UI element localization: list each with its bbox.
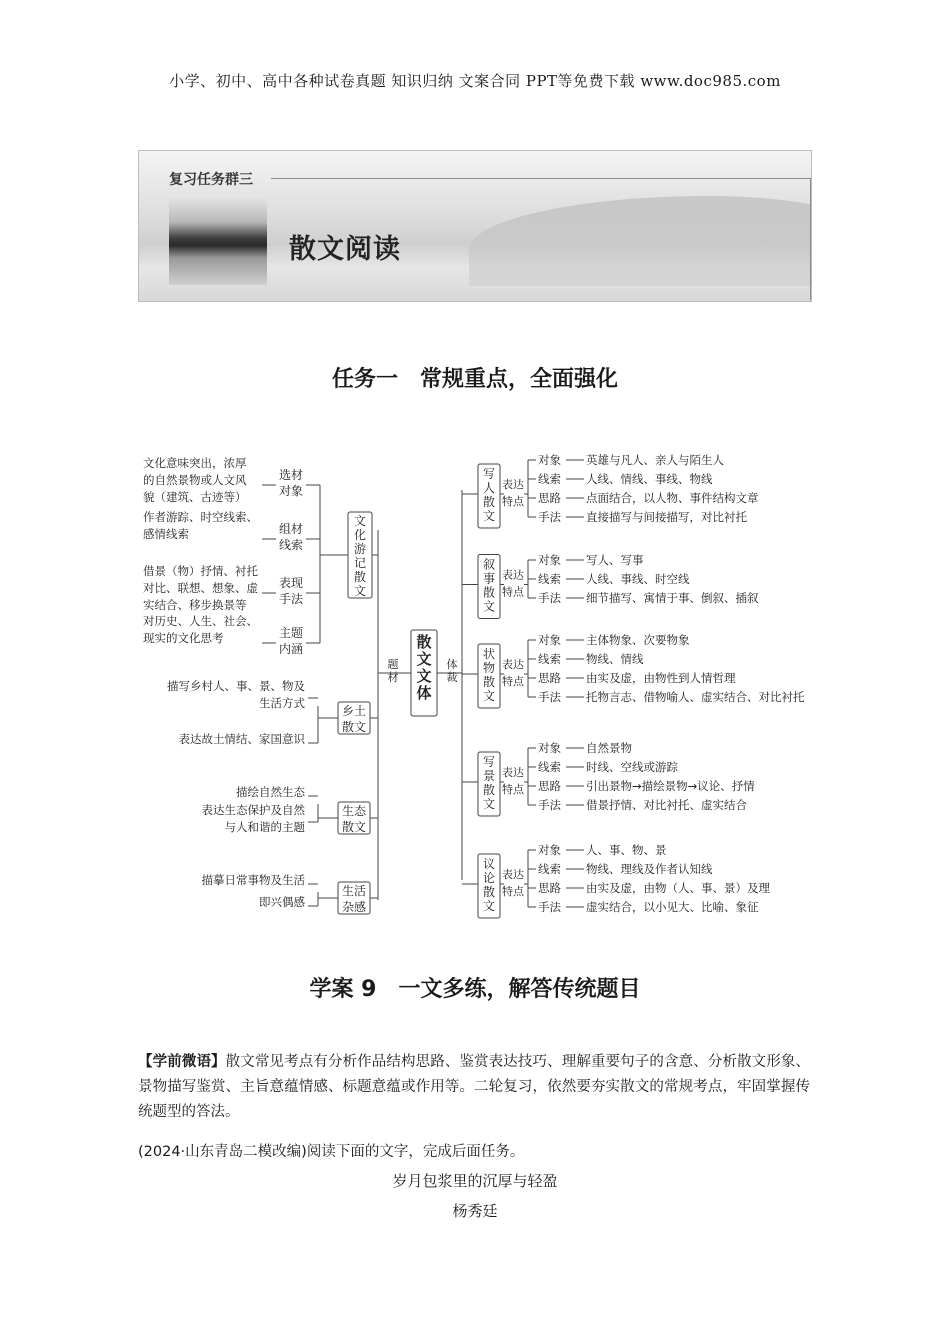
group-cultural-travel-char: 文 [353, 514, 367, 528]
intro-paragraph [138, 1050, 810, 1125]
page-header: 小学、初中、高中各种试卷真题 知识归纳 文案合同 PPT等免费下载 www.doc985.com [169, 72, 781, 90]
genre-row-value: 借景抒情、对比衬托、虚实结合 [586, 798, 747, 812]
left-item-desc: 描写乡村人、事、景、物及 [167, 679, 305, 693]
group-cultural-travel-char: 化 [353, 528, 367, 542]
feature-label-0: 表达 [502, 478, 524, 491]
feature-label-4: 表达 [502, 868, 524, 881]
intro-label: 【学前微语】 [138, 1054, 226, 1070]
task-title: 任务一 常规重点，全面强化 [331, 367, 618, 392]
group-cultural-travel-char: 游 [353, 542, 367, 556]
banner-lake-thumbnail [169, 195, 267, 285]
left-axis-label-char: 题 [387, 658, 399, 671]
left-item-desc: 生活方式 [259, 696, 305, 710]
genre-name-4-char: 论 [482, 871, 496, 885]
genre-row-key: 线索 [538, 862, 561, 876]
genre-row-key: 对象 [538, 843, 561, 857]
genre-row-key: 线索 [538, 760, 561, 774]
genre-row-key: 思路 [538, 881, 561, 895]
genre-name-1-char: 叙 [482, 557, 496, 572]
left-item-desc: 的自然景物或人文风 [143, 473, 247, 487]
genre-row-key: 思路 [538, 491, 561, 505]
genre-name-1-char: 事 [482, 571, 496, 586]
left-item-desc: 借景（物）抒情、衬托 [143, 564, 258, 578]
genre-row-value: 引出景物→描绘景物→议论、抒情 [586, 779, 755, 793]
banner-subtitle: 复习任务群三 [169, 172, 253, 188]
genre-name-2-char: 状 [482, 647, 496, 661]
genre-row-key: 对象 [538, 741, 561, 755]
genre-row-value: 人线、事线、时空线 [586, 572, 690, 586]
left-item-label-2: 内涵 [278, 642, 304, 656]
genre-row-value: 人线、情线、事线、物线 [586, 472, 713, 486]
genre-name-2-char: 文 [482, 689, 496, 703]
banner-title: 散文阅读 [289, 234, 401, 265]
left-item-desc: 文化意味突出，浓厚 [143, 456, 247, 470]
genre-name-1-char: 散 [482, 585, 496, 600]
genre-row-key: 对象 [538, 553, 561, 567]
center-node-char: 文 [416, 667, 432, 685]
center-node-char: 散 [416, 633, 432, 651]
genre-row-key: 线索 [538, 572, 561, 586]
left-item-desc: 貌（建筑、古迹等） [143, 490, 247, 504]
center-node-char: 体 [416, 684, 432, 702]
left-axis-label-char: 材 [387, 671, 399, 684]
genre-row-value: 物线、理线及作者认知线 [586, 862, 713, 876]
genre-name-1-char: 文 [482, 599, 496, 614]
genre-row-value: 写人、写事 [586, 553, 644, 567]
genre-row-key: 思路 [538, 671, 561, 685]
genre-row-value: 细节描写、寓情于事、倒叙、插叙 [586, 591, 759, 605]
left-item-desc: 现实的文化思考 [143, 631, 224, 645]
genre-row-key: 手法 [538, 900, 561, 914]
genre-name-3-char: 散 [482, 783, 496, 797]
intro-text: 散文常见考点有分析作品结构思路、鉴赏表达技巧、理解重要句子的含意、分析散文形象、景物描写鉴赏、主旨意蕴情感、标题意蕴或作用等。二轮复习，依然要夯实散文的常规考点，牢固掌握传统题型的答法。 [138, 1054, 811, 1120]
group-life-l2: 杂感 [341, 900, 367, 914]
genre-name-2-char: 物 [482, 661, 496, 675]
left-item-label-2: 线索 [278, 538, 304, 552]
section-banner [138, 150, 812, 302]
genre-row-key: 手法 [538, 591, 561, 605]
genre-row-key: 手法 [538, 690, 561, 704]
left-item-label: 选材 [278, 468, 304, 482]
left-item-desc: 与人和谐的主题 [224, 820, 305, 834]
genre-row-key: 手法 [538, 510, 561, 524]
genre-row-value: 物线、情线 [586, 652, 644, 666]
left-item-desc: 表达故土情结、家国意识 [178, 732, 305, 746]
genre-name-0-char: 文 [482, 509, 496, 523]
genre-name-3-char: 写 [482, 755, 496, 769]
right-axis-label-char: 裁 [446, 671, 458, 684]
left-item-desc: 实结合、移步换景等 [143, 598, 247, 612]
group-life-l1: 生活 [341, 884, 367, 898]
source-line: (2024·山东青岛二模改编)阅读下面的文字，完成后面任务。 [138, 1144, 525, 1160]
genre-row-key: 对象 [538, 633, 561, 647]
center-node-char: 文 [416, 650, 432, 668]
genre-name-3-char: 景 [482, 769, 496, 783]
genre-row-value: 托物言志、借物喻人、虚实结合、对比衬托 [586, 690, 805, 704]
lesson-title: 学案 9 一文多练，解答传统题目 [309, 977, 641, 1002]
banner-rule [271, 178, 811, 179]
article-title: 岁月包浆里的沉厚与轻盈 [392, 1172, 558, 1190]
feature-label-2-0: 特点 [502, 495, 524, 508]
left-item-desc: 描绘自然生态 [236, 785, 305, 799]
feature-label-2: 表达 [502, 658, 524, 671]
genre-row-value: 虚实结合，以小见大、比喻、象征 [586, 900, 759, 914]
genre-name-0-char: 散 [482, 495, 496, 509]
genre-name-0-char: 人 [482, 481, 496, 495]
genre-name-4-char: 散 [482, 885, 496, 899]
genre-row-value: 自然景物 [586, 741, 632, 755]
article-author: 杨秀廷 [452, 1202, 498, 1220]
right-axis-label-char: 体 [446, 658, 458, 671]
left-item-desc: 感情线索 [143, 527, 189, 541]
group-cultural-travel-char: 散 [353, 570, 367, 584]
genre-row-value: 由实及虚，由物（人、事、景）及理 [586, 881, 770, 895]
left-item-desc: 表达生态保护及自然 [201, 803, 305, 817]
genre-name-2-char: 散 [482, 675, 496, 689]
genre-row-value: 时线、空线或游踪 [586, 760, 678, 774]
left-item-desc: 作者游踪、时空线索、 [143, 510, 258, 524]
banner-rule-vertical [810, 178, 811, 300]
feature-label-1: 表达 [502, 568, 524, 582]
group-ecology-l1: 生态 [341, 804, 367, 818]
feature-label-2-3: 特点 [502, 783, 524, 796]
feature-label-2-1: 特点 [502, 585, 524, 599]
genre-row-key: 对象 [538, 453, 561, 467]
left-item-label: 表现 [278, 576, 304, 590]
genre-name-3-char: 文 [482, 797, 496, 811]
left-item-desc: 即兴偶感 [259, 895, 305, 909]
mindmap [0, 430, 950, 930]
left-item-desc: 对历史、人生、社会、 [143, 614, 258, 628]
group-rural-l2: 散文 [341, 720, 367, 734]
group-cultural-travel-char: 记 [353, 556, 367, 570]
genre-name-4-char: 议 [482, 857, 496, 871]
left-item-desc: 对比、联想、想象、虚 [143, 581, 258, 595]
feature-label-2-4: 特点 [502, 885, 524, 898]
genre-row-value: 英雄与凡人、亲人与陌生人 [586, 453, 724, 467]
left-item-label-2: 对象 [278, 484, 304, 498]
genre-row-key: 线索 [538, 652, 561, 666]
genre-row-value: 主体物象、次要物象 [586, 633, 690, 647]
genre-name-0-char: 写 [482, 467, 496, 481]
feature-label-2-2: 特点 [502, 675, 524, 688]
left-item-desc: 描摹日常事物及生活 [201, 873, 305, 887]
genre-row-value: 直接描写与间接描写，对比衬托 [586, 510, 747, 524]
genre-name-4-char: 文 [482, 899, 496, 913]
genre-row-key: 线索 [538, 472, 561, 486]
banner-mountain-image [469, 196, 812, 286]
group-ecology-l2: 散文 [341, 820, 367, 834]
feature-label-3: 表达 [502, 766, 524, 779]
genre-row-value: 人、事、物、景 [586, 843, 667, 857]
left-item-label: 主题 [278, 626, 304, 640]
genre-row-value: 由实及虚，由物性到人情哲理 [586, 671, 736, 685]
group-rural-l1: 乡土 [341, 704, 367, 718]
genre-row-key: 手法 [538, 798, 561, 812]
genre-row-value: 点面结合，以人物、事件结构文章 [586, 491, 759, 505]
group-cultural-travel-char: 文 [353, 584, 367, 598]
left-item-label-2: 手法 [278, 592, 304, 606]
left-item-label: 组材 [278, 522, 304, 536]
genre-row-key: 思路 [538, 779, 561, 793]
